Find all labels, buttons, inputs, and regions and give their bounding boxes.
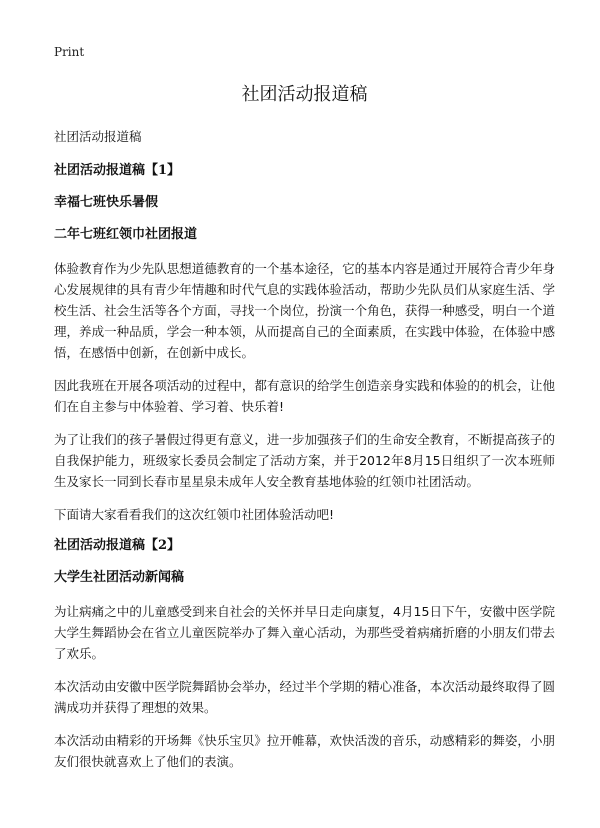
page-title: 社团活动报道稿 xyxy=(241,84,368,105)
section-1-paragraph-2: 因此我班在开展各项活动的过程中，都有意识的给学生创造亲身实践和体验的的机会，让他们在自主参与中体验着、学习着、快乐着! xyxy=(54,378,555,414)
print-link[interactable]: Print xyxy=(54,45,85,59)
section-2-paragraph-1: 为让病痛之中的儿童感受到来自社会的关怀并早日走向康复，4月15日下午，安徽中医学院大学生舞蹈协会在省立儿童医院举办了舞入童心活动，为那些受着病痛折磨的小朋友们带去了欢乐。 xyxy=(54,604,555,661)
section-1 xyxy=(54,162,555,525)
section-2-subheading: 大学生社团活动新闻稿 xyxy=(54,570,185,585)
section-1-heading: 社团活动报道稿【1】 xyxy=(54,163,181,178)
section-2-heading: 社团活动报道稿【2】 xyxy=(54,538,181,553)
section-1-paragraph-4: 下面请大家看看我们的这次红领巾社团体验活动吧! xyxy=(54,507,335,522)
page-subtitle: 社团活动报道稿 xyxy=(54,129,142,144)
section-1-paragraph-1: 体验教育作为少先队思想道德教育的一个基本途径，它的基本内容是通过开展符合青少年身心发展规律的具有青少年情趣和时代气息的实践体验活动，帮助少先队员们从家庭生活、学校生活、社会生活等各个方面，寻找一个岗位，扮演一个角色，获得一种感受，明白一个道理，养成一种品质，学会一种本领，从而提高自己的全面素质，在实践中体验，在体验中感悟，在感悟中创新，在创新中成长。 xyxy=(54,261,555,360)
section-1-subheading-2: 二年七班红领巾社团报道 xyxy=(54,227,198,242)
section-1-subheading-1: 幸福七班快乐暑假 xyxy=(54,195,159,210)
section-1-paragraph-3: 为了让我们的孩子暑假过得更有意义，进一步加强孩子们的生命安全教育，不断提高孩子的自我保护能力，班级家长委员会制定了活动方案，并于2012年8月15日组织了一次本班师生及家长一同到长春市星星泉未成年人安全教育基地体验的红领巾社团活动。 xyxy=(54,432,555,489)
section-2-paragraph-2: 本次活动由安徽中医学院舞蹈协会举办，经过半个学期的精心准备，本次活动最终取得了圆满成功并获得了理想的效果。 xyxy=(54,679,555,715)
section-2-paragraph-3: 本次活动由精彩的开场舞《快乐宝贝》拉开帷幕，欢快活泼的音乐，动感精彩的舞姿，小朋友们很快就喜欢上了他们的表演。 xyxy=(54,733,555,769)
section-2 xyxy=(54,537,555,772)
